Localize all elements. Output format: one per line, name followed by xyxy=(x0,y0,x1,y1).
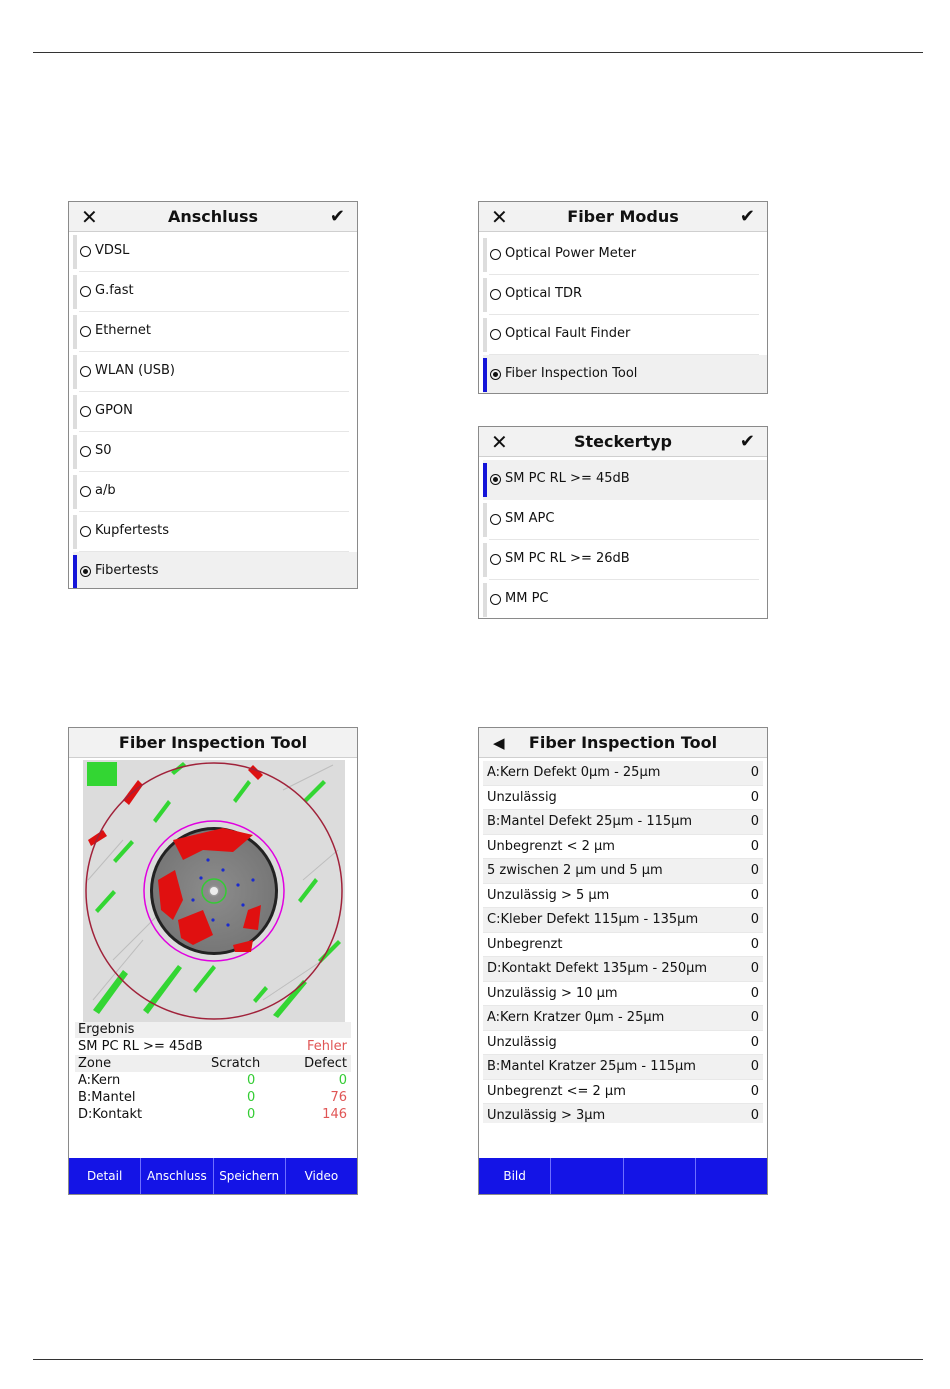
detail-row xyxy=(483,982,763,1007)
detail-row xyxy=(483,1104,763,1123)
detail-value: 0 xyxy=(750,814,759,829)
col-defect: Defect xyxy=(304,1056,347,1071)
screen-header xyxy=(479,728,767,758)
option-label: SM APC xyxy=(505,511,555,526)
option-item[interactable] xyxy=(73,472,349,512)
detail-label: Unzulässig xyxy=(487,1034,557,1050)
option-item[interactable] xyxy=(73,552,357,589)
selection-bar xyxy=(73,355,77,389)
scratch-count: 0 xyxy=(247,1107,256,1122)
detail-label: Unzulässig > 10 µm xyxy=(487,985,618,1001)
dialog-header xyxy=(479,427,767,457)
detail-value: 0 xyxy=(750,789,759,805)
detail-value: 0 xyxy=(750,1034,759,1050)
defect-count: 76 xyxy=(330,1090,347,1105)
detail-list[interactable] xyxy=(479,761,767,1123)
selection-bar xyxy=(483,503,487,537)
selection-bar xyxy=(73,235,77,269)
status-text: Fehler xyxy=(307,1039,347,1054)
radio-icon[interactable] xyxy=(490,594,501,605)
dialog-title: Anschluss xyxy=(167,207,259,226)
option-item[interactable] xyxy=(73,512,349,552)
dialog-title: Steckertyp xyxy=(574,432,672,451)
radio-icon[interactable] xyxy=(80,406,91,417)
detail-row xyxy=(483,957,763,982)
radio-icon[interactable] xyxy=(80,566,91,577)
option-label: Fiber Inspection Tool xyxy=(505,366,638,381)
steckertyp-dialog xyxy=(478,426,768,619)
detail-row xyxy=(483,835,763,860)
detail-row xyxy=(483,761,763,786)
check-icon[interactable]: ✔ xyxy=(329,206,345,227)
radio-icon[interactable] xyxy=(80,246,91,257)
selection-bar xyxy=(73,395,77,429)
scratch-count: 0 xyxy=(247,1090,256,1105)
detail-label: Unzulässig > 3µm xyxy=(487,1108,606,1123)
option-label: Ethernet xyxy=(95,323,151,338)
selection-bar xyxy=(483,278,487,312)
detail-label: A:Kern Kratzer 0µm - 25µm xyxy=(487,1010,665,1025)
detail-value: 0 xyxy=(750,912,759,927)
selection-bar xyxy=(483,318,487,352)
radio-icon[interactable] xyxy=(490,289,501,300)
radio-icon[interactable] xyxy=(490,369,501,380)
detail-row xyxy=(483,1055,763,1080)
zone-table xyxy=(75,1072,351,1123)
detail-value: 0 xyxy=(750,936,759,952)
option-list xyxy=(69,232,357,589)
anschluss-dialog xyxy=(68,201,358,589)
selection-bar xyxy=(73,435,77,469)
option-label: Fibertests xyxy=(95,563,159,578)
check-icon[interactable]: ✔ xyxy=(739,431,755,452)
option-item[interactable] xyxy=(73,312,349,352)
option-item[interactable] xyxy=(73,352,349,392)
radio-icon[interactable] xyxy=(80,486,91,497)
zone-row xyxy=(75,1072,351,1089)
radio-icon[interactable] xyxy=(490,329,501,340)
screen-header xyxy=(69,728,357,758)
selection-bar xyxy=(483,358,487,392)
option-item[interactable] xyxy=(483,235,759,275)
option-label: WLAN (USB) xyxy=(95,363,175,378)
option-label: VDSL xyxy=(95,243,130,258)
option-item[interactable] xyxy=(483,315,759,355)
option-item[interactable] xyxy=(483,355,767,394)
option-list xyxy=(479,232,767,394)
detail-row xyxy=(483,810,763,835)
video-button[interactable]: Video xyxy=(304,1169,339,1183)
zone-name: B:Mantel xyxy=(78,1090,136,1105)
screen-title: Fiber Inspection Tool xyxy=(528,733,718,752)
inspection-detail-screen xyxy=(478,727,768,1195)
detail-row xyxy=(483,1006,763,1031)
connector-type: SM PC RL >= 45dB xyxy=(78,1039,203,1054)
detail-label: D:Kontakt Defekt 135µm - 250µm xyxy=(487,961,708,976)
detail-label: Unbegrenzt <= 2 µm xyxy=(487,1083,626,1099)
selection-bar xyxy=(483,238,487,272)
inspection-result-screen xyxy=(68,727,358,1195)
option-item[interactable] xyxy=(483,540,759,580)
radio-icon[interactable] xyxy=(80,286,91,297)
detail-row xyxy=(483,786,763,811)
detail-value: 0 xyxy=(750,1108,759,1123)
option-item[interactable] xyxy=(73,232,349,272)
option-item[interactable] xyxy=(483,500,759,540)
option-item[interactable] xyxy=(483,460,767,500)
option-label: GPON xyxy=(95,403,133,418)
result-section xyxy=(75,1022,351,1123)
option-item[interactable] xyxy=(73,272,349,312)
close-icon[interactable]: ✕ xyxy=(491,430,508,454)
fiber-endface-image[interactable] xyxy=(83,760,345,1022)
selection-bar xyxy=(73,475,77,509)
screen-title: Fiber Inspection Tool xyxy=(118,733,308,752)
anschluss-button[interactable]: Anschluss xyxy=(141,1158,213,1194)
option-label: G.fast xyxy=(95,283,134,298)
selection-bar xyxy=(73,275,77,309)
dialog-header xyxy=(479,202,767,232)
detail-label: 5 zwischen 2 µm und 5 µm xyxy=(487,863,663,878)
detail-button[interactable]: Detail xyxy=(69,1158,141,1194)
detail-row xyxy=(483,908,763,933)
result-header: Ergebnis xyxy=(75,1022,351,1038)
detail-row xyxy=(483,859,763,884)
zone-name: D:Kontakt xyxy=(78,1107,143,1122)
option-label: Kupfertests xyxy=(95,523,170,538)
close-icon[interactable]: ✕ xyxy=(491,205,508,229)
detail-label: B:Mantel Defekt 25µm - 115µm xyxy=(487,814,693,829)
detail-row xyxy=(483,884,763,909)
detail-value: 0 xyxy=(750,838,759,854)
speichern-button[interactable]: Speichern xyxy=(214,1158,286,1194)
top-rule xyxy=(33,52,923,53)
detail-label: B:Mantel Kratzer 25µm - 115µm xyxy=(487,1059,696,1074)
selection-bar xyxy=(73,555,77,589)
radio-icon[interactable] xyxy=(80,366,91,377)
option-label: MM PC xyxy=(505,591,549,606)
option-label: a/b xyxy=(95,483,116,498)
dialog-header xyxy=(69,202,357,232)
option-item[interactable] xyxy=(483,275,759,315)
toolbar-slot-2[interactable] xyxy=(551,1158,623,1194)
radio-icon[interactable] xyxy=(490,554,501,565)
selection-bar xyxy=(73,515,77,549)
radio-icon[interactable] xyxy=(80,446,91,457)
fiber-modus-dialog xyxy=(478,201,768,394)
option-list xyxy=(479,457,767,619)
zone-name: A:Kern xyxy=(78,1073,121,1088)
detail-label: Unbegrenzt < 2 µm xyxy=(487,838,615,854)
scratch-count: 0 xyxy=(247,1073,256,1088)
radio-icon[interactable] xyxy=(490,514,501,525)
zone-row xyxy=(75,1089,351,1106)
col-zone: Zone xyxy=(78,1056,112,1071)
option-label: SM PC RL >= 45dB xyxy=(505,471,630,486)
detail-value: 0 xyxy=(750,985,759,1001)
detail-value: 0 xyxy=(750,887,759,903)
selection-bar xyxy=(483,543,487,577)
detail-value: 0 xyxy=(750,1059,759,1074)
detail-label: A:Kern Defekt 0µm - 25µm xyxy=(487,765,661,780)
radio-icon[interactable] xyxy=(80,526,91,537)
option-label: SM PC RL >= 26dB xyxy=(505,551,630,566)
close-icon[interactable]: ✕ xyxy=(81,205,98,229)
detail-label: Unzulässig xyxy=(487,789,557,805)
dialog-title: Fiber Modus xyxy=(567,207,679,226)
detail-row xyxy=(483,1080,763,1105)
detail-value: 0 xyxy=(750,1083,759,1099)
detail-label: C:Kleber Defekt 115µm - 135µm xyxy=(487,912,699,927)
zone-row xyxy=(75,1106,351,1123)
option-label: Optical Power Meter xyxy=(505,246,637,261)
check-icon[interactable]: ✔ xyxy=(739,206,755,227)
bottom-rule xyxy=(33,1359,923,1360)
radio-icon[interactable] xyxy=(80,326,91,337)
option-label: Optical Fault Finder xyxy=(505,326,631,341)
radio-icon[interactable] xyxy=(490,474,501,485)
option-item[interactable] xyxy=(73,392,349,432)
bild-button[interactable]: Bild xyxy=(479,1158,551,1194)
detail-label: Unzulässig > 5 µm xyxy=(487,887,610,903)
selection-bar xyxy=(483,583,487,617)
back-arrow-icon[interactable]: ◀ xyxy=(493,734,505,752)
radio-icon[interactable] xyxy=(490,249,501,260)
col-scratch: Scratch xyxy=(211,1056,261,1071)
option-label: S0 xyxy=(95,443,112,458)
detail-value: 0 xyxy=(750,863,759,878)
detail-row xyxy=(483,933,763,958)
selection-bar xyxy=(483,463,487,497)
defect-count: 0 xyxy=(338,1073,347,1088)
bottom-toolbar xyxy=(69,1158,357,1194)
detail-label: Unbegrenzt xyxy=(487,936,563,952)
detail-value: 0 xyxy=(750,765,759,780)
bottom-toolbar xyxy=(479,1158,767,1194)
option-item[interactable] xyxy=(73,432,349,472)
toolbar-slot-4[interactable] xyxy=(696,1158,767,1194)
option-item[interactable] xyxy=(483,580,759,619)
selection-bar xyxy=(73,315,77,349)
option-label: Optical TDR xyxy=(505,286,583,301)
detail-value: 0 xyxy=(750,961,759,976)
defect-count: 146 xyxy=(322,1107,347,1122)
detail-value: 0 xyxy=(750,1010,759,1025)
toolbar-slot-3[interactable] xyxy=(624,1158,696,1194)
detail-row xyxy=(483,1031,763,1056)
